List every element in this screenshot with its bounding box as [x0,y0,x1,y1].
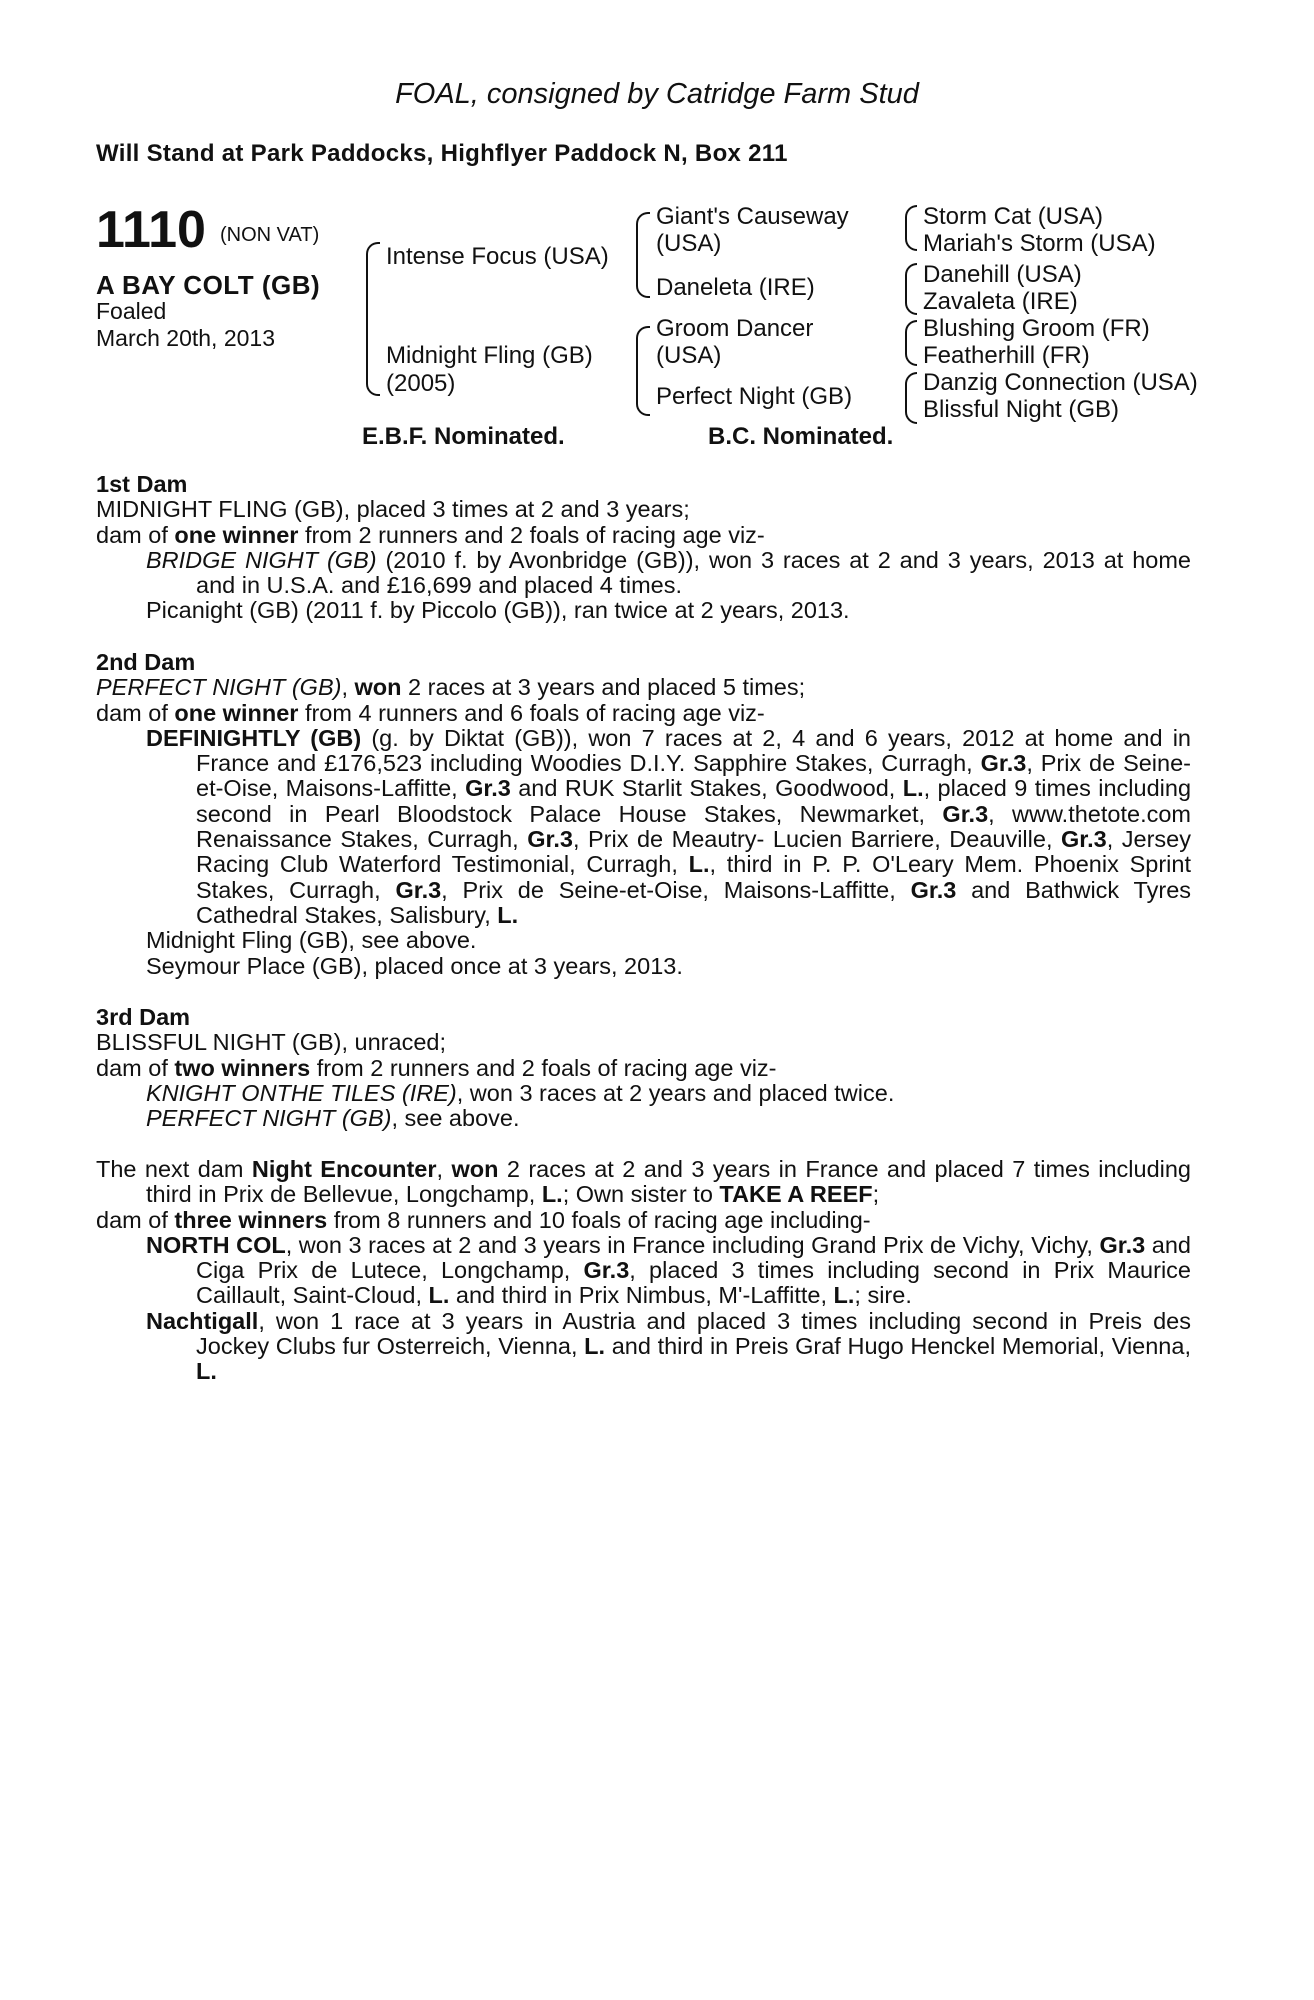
pedigree-brace-g3 [905,320,917,366]
first-dam-progeny-2: Picanight (GB) (2011 f. by Piccolo (GB)), ran twice at 2 years, 2013. [146,597,850,624]
pedigree-sire: Intense Focus (USA) [386,243,609,270]
first-dam-heading: 1st Dam [96,471,188,497]
pedigree-sire-sire-line1: Giant's Causeway [656,203,849,230]
second-dam-heading: 2nd Dam [96,649,196,675]
pedigree-g4: Zavaleta (IRE) [923,288,1078,315]
pedigree-g8: Blissful Night (GB) [923,396,1120,423]
second-dam-progeny-2: Midnight Fling (GB), see above. [146,927,477,954]
next-dam-progeny-2: Nachtigall, won 1 race at 3 years in Austria and placed 3 times including second in Preis des Jockey Clubs fur Osterreich, Vienna, L. and third in Preis Graf Hugo Henckel Memorial, Vienna, L. [146,1307,1191,1385]
pedigree-sire-sire-line2: (USA) [656,230,722,257]
page-title: FOAL, consigned by Catridge Farm Stud [395,78,919,110]
lot-number: 1110 [96,201,206,259]
pedigree-g3: Danehill (USA) [923,261,1082,288]
third-dam-line1: BLISSFUL NIGHT (GB), unraced; [96,1029,446,1056]
pedigree-dam-sire-line2: (USA) [656,342,722,369]
first-dam-progeny-1: BRIDGE NIGHT (GB) (2010 f. by Avonbridge (GB)), won 3 races at 2 and 3 years, 2013 at home and in U.S.A. and £16,699 and placed 4 times. [146,546,1191,599]
ebf-nominated: E.B.F. Nominated. [362,423,565,450]
lot-name: A BAY COLT (GB) [96,270,321,300]
second-dam-line1: PERFECT NIGHT (GB), won 2 races at 3 years and placed 5 times; [96,674,806,701]
pedigree-g5: Blushing Groom (FR) [923,315,1150,342]
pedigree-g7: Danzig Connection (USA) [923,369,1198,396]
pedigree-brace-parents [366,242,380,396]
vat-status: (NON VAT) [220,224,320,246]
first-dam-line2: dam of one winner from 2 runners and 2 foals of racing age viz- [96,521,765,548]
third-dam-section [96,1005,1191,1131]
pedigree-g6: Featherhill (FR) [923,342,1090,369]
pedigree-brace-g1 [905,205,917,251]
pedigree-g2: Mariah's Storm (USA) [923,230,1156,257]
pedigree-dam-dam: Perfect Night (GB) [656,383,853,410]
pedigree-brace-g4 [905,372,917,424]
third-dam-progeny-1: KNIGHT ONTHE TILES (IRE), won 3 races at 2 years and placed twice. [146,1079,895,1106]
foaled-date: March 20th, 2013 [96,325,276,351]
second-dam-line2: dam of one winner from 4 runners and 6 foals of racing age viz- [96,699,765,726]
stand-location: Will Stand at Park Paddocks, Highflyer Paddock N, Box 211 [96,140,788,167]
next-dam-line1: The next dam Night Encounter, won 2 races at 2 and 3 years in France and placed 7 times including third in Prix de Bellevue, Longchamp, L.; Own sister to TAKE A REEF; [96,1156,1192,1208]
third-dam-heading: 3rd Dam [96,1004,191,1030]
first-dam-line1: MIDNIGHT FLING (GB), placed 3 times at 2 and 3 years; [96,496,690,523]
pedigree-brace-g2 [905,263,917,315]
bc-nominated: B.C. Nominated. [708,423,894,450]
pedigree-brace-sire [636,212,650,298]
next-dam-section [96,1157,1191,1385]
next-dam-progeny-1: NORTH COL, won 3 races at 2 and 3 years in France including Grand Prix de Vichy, Vichy, Gr.3 and Ciga Prix de Lutece, Longchamp, Gr.3, placed 3 times including second in Prix Maurice Caillault, Saint-Cloud, L. and third in Prix Nimbus, M'-Laffitte, L.; sire. [146,1231,1191,1309]
pedigree-dam-line2: (2005) [386,370,456,397]
third-dam-line2: dam of two winners from 2 runners and 2 foals of racing age viz- [96,1054,777,1081]
second-dam-progeny-1: DEFINIGHTLY (GB) (g. by Diktat (GB)), won 7 races at 2, 4 and 6 years, 2012 at home and in France and £176,523 including Woodies D.I.Y. Sapphire Stakes, Curragh, Gr.3, Prix de Seine-et-Oise, Maisons-Laffitte, Gr.3 and RUK Starlit Stakes, Goodwood, L., placed 9 times including second in Pearl Bloodstock Palace House Stakes, Newmarket, Gr.3, www.thetote.com Renaissance Stakes, Curragh, Gr.3, Prix de Meautry- Lucien Barriere, Deauville, Gr.3, Jersey Racing Club Waterford Testimonial, Curragh, L., third in P. P. O'Leary Mem. Phoenix Sprint Stakes, Curragh, Gr.3, Prix de Seine-et-Oise, Maisons-Laffitte, Gr.3 and Bathwick Tyres Cathedral Stakes, Salisbury, L. [146,724,1192,928]
pedigree-brace-dam [636,326,650,416]
next-dam-line2: dam of three winners from 8 runners and 10 foals of racing age including- [96,1206,871,1233]
pedigree-dam-line1: Midnight Fling (GB) [386,342,593,369]
pedigree-g1: Storm Cat (USA) [923,203,1104,230]
foaled-label: Foaled [96,298,167,324]
first-dam-section [96,472,1191,624]
pedigree-dam-sire-line1: Groom Dancer [656,315,814,342]
second-dam-progeny-3: Seymour Place (GB), placed once at 3 years, 2013. [146,952,683,979]
third-dam-progeny-2: PERFECT NIGHT (GB), see above. [146,1105,520,1132]
pedigree-sire-dam: Daneleta (IRE) [656,274,815,301]
second-dam-section [96,650,1191,979]
